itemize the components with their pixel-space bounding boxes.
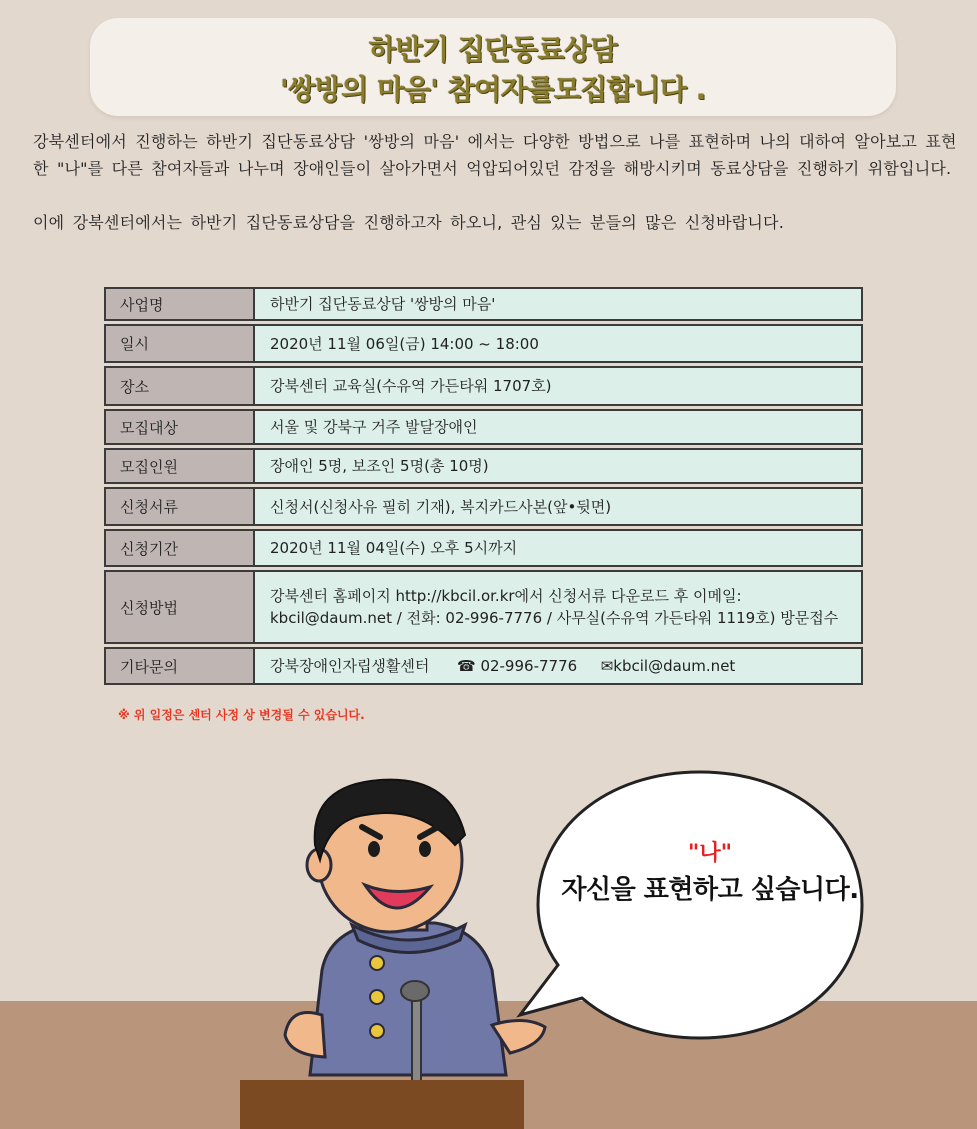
title-line-2: '쌍방의 마음' 참여자를모집합니다 . bbox=[280, 73, 706, 106]
row-label: 모집인원 bbox=[104, 448, 253, 484]
title-line-1: 하반기 집단동료상담 bbox=[368, 33, 618, 66]
table-row bbox=[104, 529, 863, 567]
row-value: 하반기 집단동료상담 '쌍방의 마음' bbox=[253, 287, 863, 321]
title-banner bbox=[90, 18, 896, 116]
info-table bbox=[104, 284, 863, 688]
table-row bbox=[104, 448, 863, 484]
table-row bbox=[104, 366, 863, 406]
row-label: 사업명 bbox=[104, 287, 253, 321]
contact-phone: 02-996-7776 bbox=[480, 657, 578, 675]
intro-text bbox=[33, 128, 963, 236]
row-label: 장소 bbox=[104, 366, 253, 406]
row-value bbox=[253, 647, 863, 685]
row-label: 모집대상 bbox=[104, 409, 253, 445]
phone-icon: ☎ bbox=[456, 657, 476, 675]
bubble-message: 자신을 표현하고 싶습니다. bbox=[561, 875, 859, 905]
intro-paragraph-1: 강북센터에서 진행하는 하반기 집단동료상담 '쌍방의 마음' 에서는 다양한 방법으로 나를 표현하며 나의 대하여 알아보고 표현한 "나"를 다른 참여자들과 나누며 장애인들이 살아가면서 억압되어있던 감정을 해방시키며 동료상담을 진행하기 위함입니다. bbox=[33, 132, 957, 178]
row-label: 일시 bbox=[104, 324, 253, 363]
row-value: 장애인 5명, 보조인 5명(총 10명) bbox=[253, 448, 863, 484]
podium bbox=[240, 1080, 524, 1129]
table-row bbox=[104, 570, 863, 644]
bubble-quote: "나" bbox=[687, 841, 733, 866]
row-value: 서울 및 강북구 거주 발달장애인 bbox=[253, 409, 863, 445]
schedule-notice: ※ 위 일정은 센터 사정 상 변경될 수 있습니다. bbox=[118, 708, 365, 722]
row-value: 2020년 11월 06일(금) 14:00 ~ 18:00 bbox=[253, 324, 863, 363]
row-label: 신청기간 bbox=[104, 529, 253, 567]
table-row bbox=[104, 647, 863, 685]
table-row bbox=[104, 324, 863, 363]
envelope-icon: ✉ bbox=[600, 657, 614, 675]
contact-org: 강북장애인자립생활센터 bbox=[270, 657, 430, 675]
bubble-text bbox=[540, 836, 880, 906]
row-label: 신청방법 bbox=[104, 570, 253, 644]
table-row bbox=[104, 287, 863, 321]
row-value: 2020년 11월 04일(수) 오후 5시까지 bbox=[253, 529, 863, 567]
contact-email[interactable]: kbcil@daum.net bbox=[613, 657, 736, 675]
table-row bbox=[104, 409, 863, 445]
row-value: 강북센터 홈페이지 http://kbcil.or.kr에서 신청서류 다운로드 후 이메일: kbcil@daum.net / 전화: 02-996-7776 / 사무실(수유역 가든타워 1119호) 방문접수 bbox=[253, 570, 863, 644]
row-value: 신청서(신청사유 필히 기재), 복지카드사본(앞•뒷면) bbox=[253, 487, 863, 526]
intro-paragraph-2: 이에 강북센터에서는 하반기 집단동료상담을 진행하고자 하오니, 관심 있는 분들의 많은 신청바랍니다. bbox=[33, 213, 784, 232]
row-value: 강북센터 교육실(수유역 가든타워 1707호) bbox=[253, 366, 863, 406]
row-label: 기타문의 bbox=[104, 647, 253, 685]
table-row bbox=[104, 487, 863, 526]
row-label: 신청서류 bbox=[104, 487, 253, 526]
